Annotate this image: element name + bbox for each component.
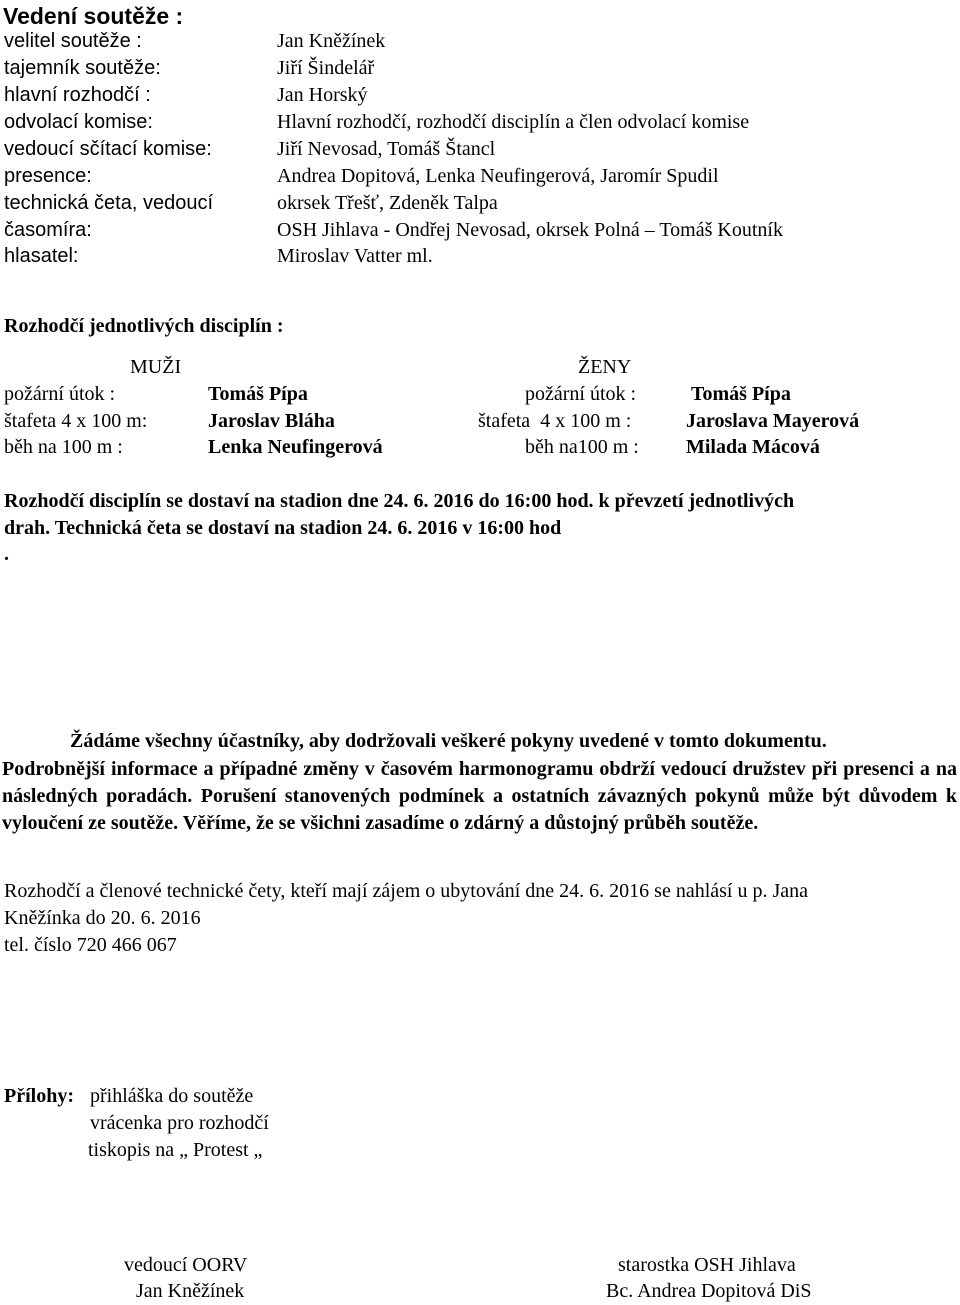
women-judge-name: Milada Mácová bbox=[686, 436, 820, 458]
role-names: Jiří Šindelář bbox=[277, 57, 375, 79]
arrival-note-line: . bbox=[4, 543, 9, 565]
men-judge-name: Jaroslav Bláha bbox=[208, 410, 335, 432]
men-discipline: běh na 100 m : bbox=[4, 436, 123, 458]
role-label: vedoucí sčítací komise: bbox=[4, 138, 212, 160]
role-label: technická četa, vedoucí bbox=[4, 192, 214, 214]
women-discipline: požární útok : bbox=[525, 383, 637, 405]
women-judge-name: Tomáš Pípa bbox=[691, 383, 791, 405]
role-label: presence: bbox=[4, 165, 92, 187]
role-names: Miroslav Vatter ml. bbox=[277, 245, 433, 267]
role-names: Jan Horský bbox=[277, 84, 368, 106]
men-judge-name: Tomáš Pípa bbox=[208, 383, 308, 405]
signature-title: vedoucí OORV bbox=[124, 1254, 248, 1276]
attachments-label: Přílohy: bbox=[4, 1085, 74, 1107]
accommodation-line: Kněžínka do 20. 6. 2016 bbox=[4, 907, 201, 929]
men-judge-name: Lenka Neufingerová bbox=[208, 436, 383, 458]
role-label: časomíra: bbox=[4, 219, 92, 241]
attachment-item: vrácenka pro rozhodčí bbox=[90, 1112, 269, 1134]
arrival-note-line: drah. Technická četa se dostaví na stadion 24. 6. 2016 v 16:00 hod bbox=[4, 517, 562, 539]
men-discipline: štafeta 4 x 100 m: bbox=[4, 410, 148, 432]
role-label: tajemník soutěže: bbox=[4, 57, 161, 79]
women-column-heading: ŽENY bbox=[578, 356, 632, 378]
judges-heading: Rozhodčí jednotlivých disciplín : bbox=[4, 315, 284, 337]
role-names: Andrea Dopitová, Lenka Neufingerová, Jaromír Spudil bbox=[277, 165, 719, 187]
request-first-line: Žádáme všechny účastníky, aby dodržovali veškeré pokyny uvedené v tomto dokumentu. bbox=[70, 730, 827, 752]
signature-title: starostka OSH Jihlava bbox=[618, 1254, 796, 1276]
attachment-item: tiskopis na „ Protest „ bbox=[88, 1139, 263, 1161]
role-names: Hlavní rozhodčí, rozhodčí disciplín a člen odvolací komise bbox=[277, 111, 750, 133]
request-paragraph: Podrobnější informace a případné změny v časovém harmonogramu obdrží vedoucí družstev při presenci a na následných poradách. Porušení stanovených podmínek a ostatních závazných pokynů může být důvodem k vyloučení ze soutěže. Věříme, že se všichni zasadíme o zdárný a důstojný průběh soutěže. bbox=[2, 758, 957, 834]
role-names: Jiří Nevosad, Tomáš Štancl bbox=[277, 138, 496, 160]
role-label: hlavní rozhodčí : bbox=[4, 84, 151, 106]
men-discipline: požární útok : bbox=[4, 383, 116, 405]
role-names: OSH Jihlava - Ondřej Nevosad, okrsek Polná – Tomáš Koutník bbox=[277, 219, 783, 241]
accommodation-line: Rozhodčí a členové technické čety, kteří mají zájem o ubytování dne 24. 6. 2016 se nahlásí u p. Jana bbox=[4, 880, 809, 902]
accommodation-phone: tel. číslo 720 466 067 bbox=[4, 934, 177, 956]
signature-name: Jan Kněžínek bbox=[136, 1280, 245, 1302]
role-label: odvolací komise: bbox=[4, 111, 153, 133]
role-label: hlasatel: bbox=[4, 245, 79, 267]
leadership-heading: Vedení soutěže : bbox=[3, 3, 184, 29]
women-discipline: štafeta 4 x 100 m : bbox=[478, 410, 632, 432]
role-names: okrsek Třešť, Zdeněk Talpa bbox=[277, 192, 498, 214]
signature-name: Bc. Andrea Dopitová DiS bbox=[606, 1280, 812, 1302]
women-discipline: běh na100 m : bbox=[525, 436, 639, 458]
role-names: Jan Kněžínek bbox=[277, 30, 386, 52]
men-column-heading: MUŽI bbox=[130, 356, 182, 378]
women-judge-name: Jaroslava Mayerová bbox=[686, 410, 860, 432]
role-label: velitel soutěže : bbox=[4, 30, 142, 52]
arrival-note-line: Rozhodčí disciplín se dostaví na stadion dne 24. 6. 2016 do 16:00 hod. k převzetí jednotlivých bbox=[4, 490, 795, 512]
attachment-item: přihláška do soutěže bbox=[90, 1085, 254, 1107]
